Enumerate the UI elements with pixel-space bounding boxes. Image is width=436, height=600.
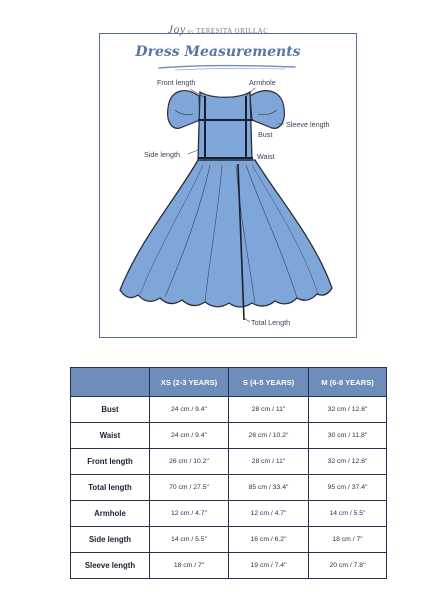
brand-designer: TERESITA ORILLAC [196,27,269,35]
row-label: Sleeve length [71,553,150,579]
table-row [71,449,387,475]
label-sleeve-length: Sleeve length [286,120,330,129]
table-cell: 26 cm / 10.2" [150,449,229,475]
table-header-row [71,368,387,397]
table-row [71,527,387,553]
table-row [71,475,387,501]
label-side-length: Side length [144,150,180,159]
table-cell: 26 cm / 10.2" [229,423,309,449]
label-front-length: Front length [157,78,196,87]
table-row [71,553,387,579]
table-cell: 19 cm / 7.4" [229,553,309,579]
table-cell: 12 cm / 4.7" [229,501,309,527]
table-cell: 30 cm / 11.8" [309,423,387,449]
table-cell: 85 cm / 33.4" [229,475,309,501]
right-sleeve [250,91,284,129]
table-cell: 14 cm / 5.5" [150,527,229,553]
table-cell: 14 cm / 5.5" [309,501,387,527]
table-cell: 32 cm / 12.6" [309,397,387,423]
row-label: Armhole [71,501,150,527]
table-row [71,501,387,527]
left-sleeve [168,91,200,129]
dress-skirt [120,160,332,307]
label-total-length: Total Length [251,318,291,327]
table-cell: 12 cm / 4.7" [150,501,229,527]
size-chart-table [70,367,387,579]
label-bust: Bust [258,130,273,139]
table-cell: 28 cm / 11" [229,449,309,475]
table-cell: 70 cm / 27.5" [150,475,229,501]
row-label: Total length [71,475,150,501]
header-size-xs: XS (2-3 YEARS) [150,368,229,397]
brand-name: Joy [167,22,186,36]
table-cell: 28 cm / 11" [229,397,309,423]
table-cell: 18 cm / 7" [150,553,229,579]
table-cell: 24 cm / 9.4" [150,423,229,449]
table-cell: 95 cm / 37.4" [309,475,387,501]
table-cell: 18 cm / 7" [309,527,387,553]
table-row [71,423,387,449]
label-waist: Waist [257,152,275,161]
table-cell: 24 cm / 9.4" [150,397,229,423]
row-label: Side length [71,527,150,553]
table-cell: 16 cm / 6.2" [229,527,309,553]
label-armhole: Armhole [249,78,276,87]
table-row [71,397,387,423]
table-corner [71,368,150,397]
dress-bodice [198,92,252,160]
header-size-s: S (4-5 YEARS) [229,368,309,397]
page-title: Dress Measurements [135,44,301,60]
row-label: Bust [71,397,150,423]
row-label: Front length [71,449,150,475]
table-cell: 32 cm / 12.6" [309,449,387,475]
header-size-m: M (6-8 YEARS) [309,368,387,397]
row-label: Waist [71,423,150,449]
brand-by: by [188,30,195,35]
table-cell: 20 cm / 7.8" [309,553,387,579]
